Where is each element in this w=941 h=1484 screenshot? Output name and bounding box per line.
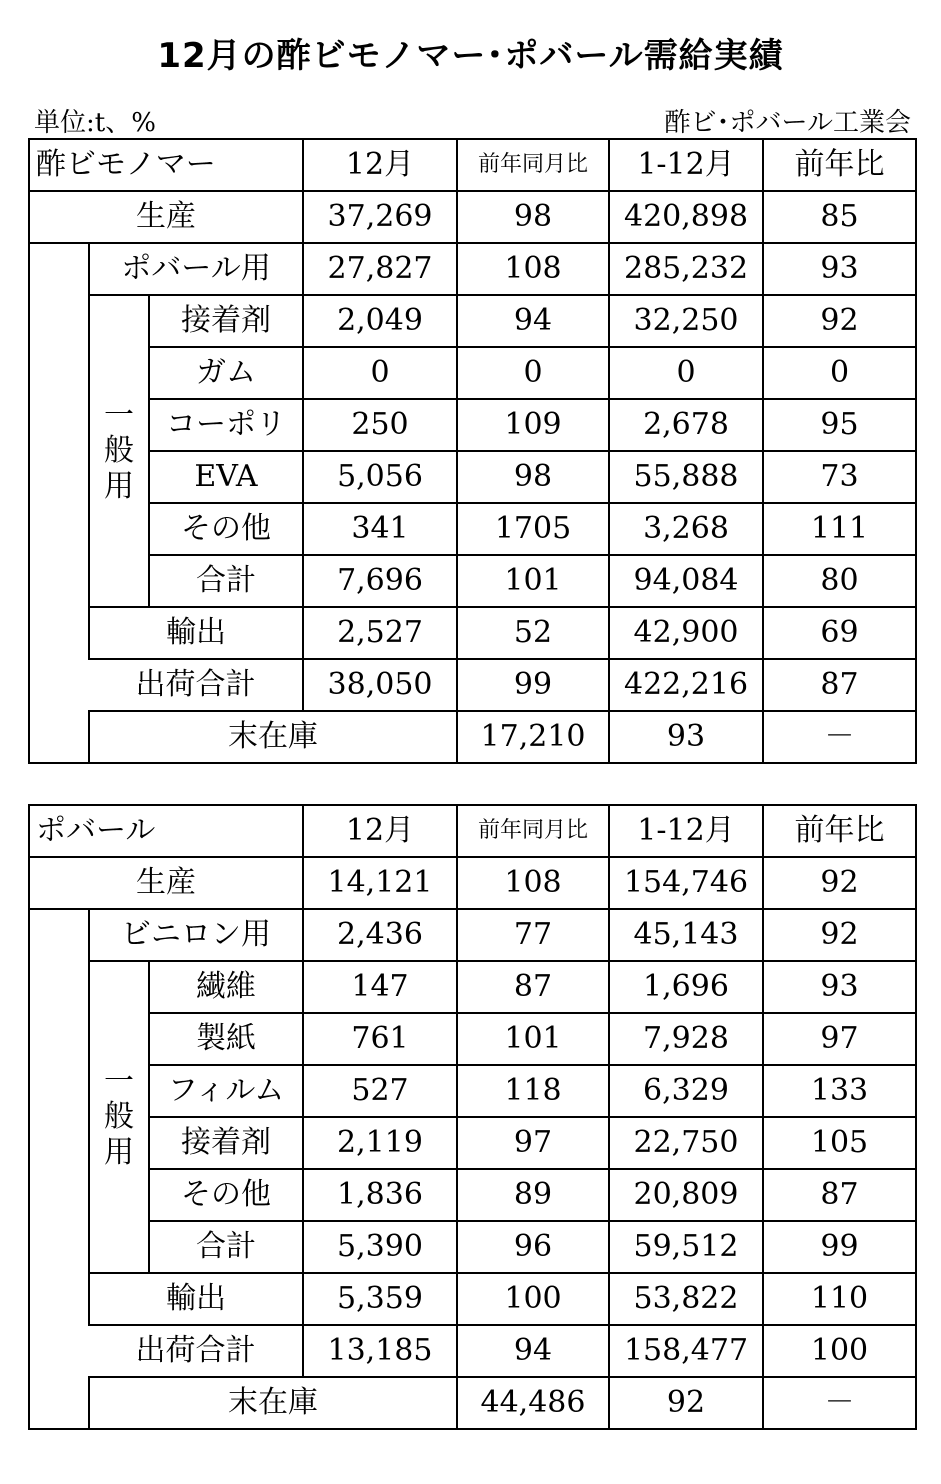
row-label: 生産	[29, 191, 303, 243]
row-label: 末在庫	[89, 711, 457, 763]
table-row	[29, 243, 916, 295]
cell: 158,477	[609, 1325, 763, 1377]
cell: 1,836	[303, 1169, 457, 1221]
cell: －	[763, 711, 916, 763]
table-row	[29, 711, 916, 763]
cell: 42,900	[609, 607, 763, 659]
col-header-ytd: 1-12月	[609, 139, 763, 191]
indent-spacer	[29, 243, 89, 763]
cell: 422,216	[609, 659, 763, 711]
indent-spacer	[29, 909, 89, 1429]
table-row	[29, 555, 916, 607]
cell: 87	[457, 961, 609, 1013]
cell: 3,268	[609, 503, 763, 555]
cell: 108	[457, 243, 609, 295]
table-row	[29, 909, 916, 961]
row-label: 輸出	[89, 607, 303, 659]
cell: 94	[457, 295, 609, 347]
cell: 1705	[457, 503, 609, 555]
cell: 133	[763, 1065, 916, 1117]
cell: 93	[609, 711, 763, 763]
table-row	[29, 1221, 916, 1273]
table-row	[29, 961, 916, 1013]
cell: 2,049	[303, 295, 457, 347]
row-label: 末在庫	[89, 1377, 457, 1429]
cell: 38,050	[303, 659, 457, 711]
col-header-yoy: 前年比	[763, 139, 916, 191]
cell: 5,056	[303, 451, 457, 503]
cell: 2,436	[303, 909, 457, 961]
cell: 285,232	[609, 243, 763, 295]
page-title: 12月の酢ビモノマー･ポバール需給実績	[157, 36, 784, 76]
table-row	[29, 659, 916, 711]
cell: 77	[457, 909, 609, 961]
table-row	[29, 857, 916, 909]
col-header-yoy: 前年比	[763, 805, 916, 857]
table-name: ポバール	[29, 805, 303, 857]
cell: 5,390	[303, 1221, 457, 1273]
cell: 95	[763, 399, 916, 451]
row-label: EVA	[149, 451, 303, 503]
cell: 109	[457, 399, 609, 451]
cell: 101	[457, 1013, 609, 1065]
cell: 1,696	[609, 961, 763, 1013]
row-label: 生産	[29, 857, 303, 909]
cell: 100	[763, 1325, 916, 1377]
table-row	[29, 451, 916, 503]
cell: 37,269	[303, 191, 457, 243]
cell: 94,084	[609, 555, 763, 607]
cell: 22,750	[609, 1117, 763, 1169]
cell: 118	[457, 1065, 609, 1117]
cell: 53,822	[609, 1273, 763, 1325]
row-label: 接着剤	[149, 295, 303, 347]
cell: 44,486	[457, 1377, 609, 1429]
table-row	[29, 347, 916, 399]
cell: 87	[763, 1169, 916, 1221]
cell: 98	[457, 191, 609, 243]
cell: 250	[303, 399, 457, 451]
table-row	[29, 1325, 916, 1377]
cell: 45,143	[609, 909, 763, 961]
cell: 73	[763, 451, 916, 503]
vam-table	[28, 138, 917, 764]
table-row	[29, 1377, 916, 1429]
cell: 98	[457, 451, 609, 503]
cell: 93	[763, 961, 916, 1013]
table-row	[29, 1065, 916, 1117]
cell: 87	[763, 659, 916, 711]
table-row	[29, 1117, 916, 1169]
cell: 52	[457, 607, 609, 659]
cell: 92	[763, 857, 916, 909]
row-label: その他	[149, 503, 303, 555]
cell: 7,696	[303, 555, 457, 607]
cell: 99	[457, 659, 609, 711]
cell: 93	[763, 243, 916, 295]
col-header-month: 12月	[303, 139, 457, 191]
cell: 27,827	[303, 243, 457, 295]
cell: 55,888	[609, 451, 763, 503]
cell: 5,359	[303, 1273, 457, 1325]
general-use-group-label: 一 般 用	[89, 295, 149, 607]
row-label: 繊維	[149, 961, 303, 1013]
cell: 94	[457, 1325, 609, 1377]
cell: 341	[303, 503, 457, 555]
cell: 2,678	[609, 399, 763, 451]
cell: 14,121	[303, 857, 457, 909]
cell: 92	[763, 909, 916, 961]
cell: 0	[763, 347, 916, 399]
row-label: その他	[149, 1169, 303, 1221]
col-header-ytd: 1-12月	[609, 805, 763, 857]
cell: 2,527	[303, 607, 457, 659]
row-label: ガム	[149, 347, 303, 399]
cell: 97	[763, 1013, 916, 1065]
cell: 0	[457, 347, 609, 399]
cell: 96	[457, 1221, 609, 1273]
row-label: 合計	[149, 1221, 303, 1273]
cell: 85	[763, 191, 916, 243]
col-header-yoy-month: 前年同月比	[457, 139, 609, 191]
row-label: 製紙	[149, 1013, 303, 1065]
unit-label: 単位:t、%	[34, 108, 156, 138]
cell: 69	[763, 607, 916, 659]
cell: 17,210	[457, 711, 609, 763]
row-label: ビニロン用	[89, 909, 303, 961]
table-row	[29, 1013, 916, 1065]
row-label: ポバール用	[89, 243, 303, 295]
col-header-month: 12月	[303, 805, 457, 857]
cell: 105	[763, 1117, 916, 1169]
table-row	[29, 607, 916, 659]
cell: 101	[457, 555, 609, 607]
cell: 92	[609, 1377, 763, 1429]
cell: 154,746	[609, 857, 763, 909]
cell: 20,809	[609, 1169, 763, 1221]
cell: 0	[303, 347, 457, 399]
cell: 420,898	[609, 191, 763, 243]
table-row	[29, 295, 916, 347]
table-header-row	[29, 805, 916, 857]
cell: －	[763, 1377, 916, 1429]
table-header-row	[29, 139, 916, 191]
cell: 111	[763, 503, 916, 555]
cell: 100	[457, 1273, 609, 1325]
cell: 89	[457, 1169, 609, 1221]
source-label: 酢ビ･ポバール工業会	[664, 108, 911, 138]
cell: 59,512	[609, 1221, 763, 1273]
cell: 108	[457, 857, 609, 909]
table-row	[29, 191, 916, 243]
cell: 761	[303, 1013, 457, 1065]
cell: 147	[303, 961, 457, 1013]
cell: 80	[763, 555, 916, 607]
cell: 99	[763, 1221, 916, 1273]
cell: 527	[303, 1065, 457, 1117]
table-row	[29, 1169, 916, 1221]
cell: 32,250	[609, 295, 763, 347]
cell: 2,119	[303, 1117, 457, 1169]
table-name: 酢ビモノマー	[29, 139, 303, 191]
cell: 7,928	[609, 1013, 763, 1065]
row-label: フィルム	[149, 1065, 303, 1117]
row-label: 出荷合計	[89, 659, 303, 711]
cell: 92	[763, 295, 916, 347]
table-row	[29, 503, 916, 555]
row-label: 接着剤	[149, 1117, 303, 1169]
table-row	[29, 1273, 916, 1325]
pvoh-table	[28, 804, 917, 1430]
cell: 97	[457, 1117, 609, 1169]
col-header-yoy-month: 前年同月比	[457, 805, 609, 857]
cell: 13,185	[303, 1325, 457, 1377]
cell: 6,329	[609, 1065, 763, 1117]
row-label: 出荷合計	[89, 1325, 303, 1377]
cell: 0	[609, 347, 763, 399]
row-label: コーポリ	[149, 399, 303, 451]
row-label: 合計	[149, 555, 303, 607]
general-use-group-label: 一 般 用	[89, 961, 149, 1273]
table-row	[29, 399, 916, 451]
row-label: 輸出	[89, 1273, 303, 1325]
cell: 110	[763, 1273, 916, 1325]
